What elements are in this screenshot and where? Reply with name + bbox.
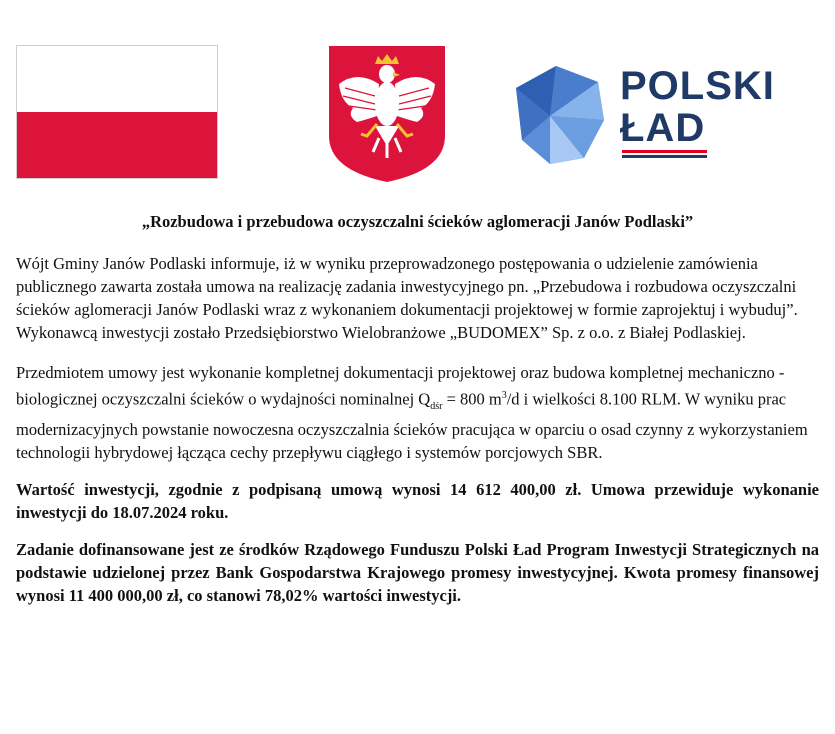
- flag-red-stripe: [17, 112, 217, 178]
- flag-white-stripe: [17, 46, 217, 112]
- scope-text-after: /d i wielkości 8.100 RLM. W wyniku prac modernizacyjnych powstanie nowoczesna oczyszczalnia ścieków pracująca w oparciu o osad czynny z wykorzystaniem technologii hybrydowej łącząca cechy przepływu ciągłego i systemów porcjowych SBR.: [16, 389, 808, 462]
- polish-flag: [16, 45, 218, 179]
- flow-subscript: dśr: [430, 400, 443, 412]
- document-body: [16, 212, 819, 621]
- paragraph-announcement: Wójt Gminy Janów Podlaski informuje, iż w wyniku przeprowadzonego postępowania o udzielenie zamówienia publicznego zawarta została umowa na realizację zadania inwestycyjnego pn. „Przebudowa i rozbudowa oczyszczalni ścieków aglomeracji Janów Podlaski wraz z wykonaniem dokumentacji projektowej w formie zaprojektuj i wybuduj”. Wykonawcą inwestycji zostało Przedsiębiorstwo Wielobranżowe „BUDOMEX” Sp. z o.o. z Białej Podlaskiej.: [16, 254, 798, 342]
- logo-text-polski: POLSKI: [620, 64, 775, 108]
- paragraph-scope: [16, 361, 819, 464]
- polish-eagle-emblem: [327, 44, 447, 184]
- paragraph-value: Wartość inwestycji, zgodnie z podpisaną umową wynosi 14 612 400,00 zł. Umowa przewiduje wykonanie inwestycji do 18.07.2024 roku.: [16, 479, 819, 522]
- logo-blue-stripe: [622, 155, 707, 158]
- header: [0, 0, 835, 200]
- logo-text-lad: ŁAD: [620, 106, 706, 150]
- scope-text-middle: = 800 m: [442, 389, 502, 409]
- cubic-superscript: 3: [501, 390, 507, 401]
- paragraph-funding: Zadanie dofinansowane jest ze środków Rządowego Funduszu Polski Ład Program Inwestycji Strategicznych na podstawie udzielonej przez Bank Gospodarstwa Krajowego promesy inwestycyjnej. Kwota promesy finansowej wynosi 11 400 000,00 zł, co stanowi 78,02% wartości inwestycji.: [16, 539, 819, 605]
- logo-red-stripe: [622, 150, 707, 153]
- document-title: „Rozbudowa i przebudowa oczyszczalni ścieków aglomeracji Janów Podlaski”: [141, 212, 694, 231]
- scope-text-before: Przedmiotem umowy jest wykonanie kompletnej dokumentacji projektowej oraz budowa kompletnej mechaniczno - biologicznej oczyszczalni ścieków o wydajności nominalnej Q: [16, 363, 785, 409]
